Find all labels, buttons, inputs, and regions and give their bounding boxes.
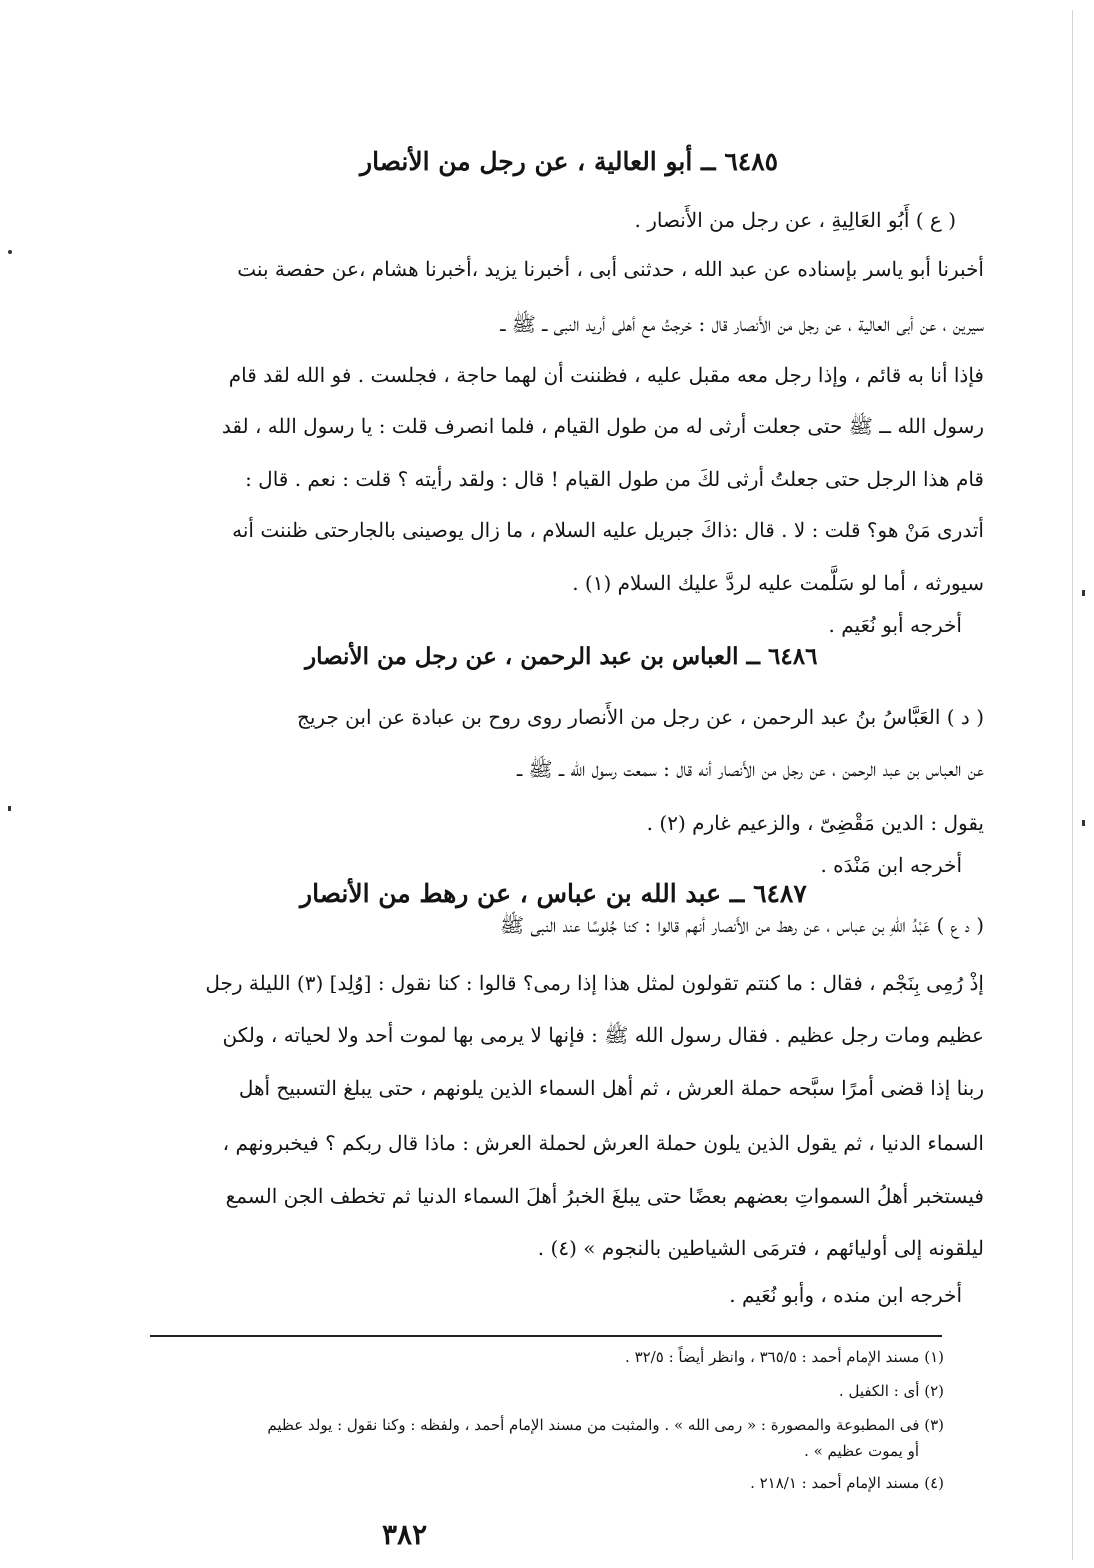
entry-6485-line: ( ع ) أَبُو العَالِيةِ ، عن رجل من الأَنصار . — [634, 208, 956, 232]
entry-6485-line: أخبرنا أبو ياسر بإسناده عن عبد الله ، حدثنى أبى ، أخبرنا يزيد ،أخبرنا هشام ،عن حفصة بنت — [237, 257, 984, 281]
entry-6485-citation: أخرجه أبو نُعَيم . — [828, 613, 962, 637]
entry-6487-line: ليلقونه إلى أوليائهم ، فترمَى الشياطين بالنجوم » (٤) . — [537, 1236, 984, 1260]
entry-6487-line: عظيم ومات رجل عظيم . فقال رسول الله ﷺ : فإنها لا يرمى بها لموت أحد ولا لحياته ، ولكن — [222, 1023, 984, 1047]
entry-6485-line: سيرين ، عن أبى العالية ، عن رجل من الأَنصار قال : خرجتُ مع أهلى أريد النبى ــ ﷺ ــ — [500, 312, 984, 336]
scan-speck — [8, 806, 11, 811]
entry-6485-line: أتدرى مَنْ هو؟ قلت : لا . قال :ذاكَ جبريل عليه السلام ، ما زال يوصينى بالجارحتى ظننت أنه — [232, 518, 984, 542]
entry-6486-line: ( د ) العَبَّاسُ بنُ عبد الرحمن ، عن رجل من الأَنصار روى روح بن عبادة عن ابن جريج — [296, 705, 984, 729]
footnote-3-continued: أو يموت عظيم » . — [804, 1442, 919, 1460]
entry-6485-line: سيورثه ، أما لو سَلَّمت عليه لردَّ عليك السلام (١) . — [572, 571, 984, 595]
footnote-1: (١) مسند الإمام أحمد : ٣٦٥/٥ ، وانظر أيضاً : ٣٢/٥ . — [625, 1348, 944, 1366]
entry-heading-6487: ٦٤٨٧ ــ عبد الله بن عباس ، عن رهط من الأنصار — [300, 879, 807, 908]
entry-6485-line: قام هذا الرجل حتى جعلتُ أرثى لكَ من طول القيام ! قال : ولقد رأيته ؟ قلت : نعم . قال : — [245, 467, 984, 491]
entry-heading-6486: ٦٤٨٦ ــ العباس بن عبد الرحمن ، عن رجل من الأنصار — [305, 643, 818, 670]
entry-6486-citation: أخرجه ابن مَنْدَه . — [820, 853, 962, 877]
footnote-3: (٣) فى المطبوعة والمصورة : « رمى الله » . والمثبت من مسند الإمام أحمد ، ولفظه : وكنا نقول : يولد عظيم — [267, 1416, 944, 1434]
entry-6486-line: عن العباس بن عبد الرحمن ، عن رجل من الأَنصار أنه قال : سمعت رسول الله ــ ﷺ ــ — [517, 757, 984, 781]
entry-6485-line: رسول الله ــ ﷺ حتى جعلت أرثى له من طول القيام ، فلما انصرف قلت : يا رسول الله ، لقد — [221, 414, 984, 438]
entry-6487-line: ربنا إذا قضى أمرًا سبَّحه حملة العرش ، ثم أهل السماء الذين يلونهم ، حتى يبلغ التسبيح أهل — [238, 1076, 984, 1100]
entry-heading-6485: ٦٤٨٥ ــ أبو العالية ، عن رجل من الأنصار — [360, 147, 779, 176]
entry-6487-line: فيستخبر أهلُ السمواتِ بعضهم بعضًا حتى يبلغَ الخبرُ أهلَ السماء الدنيا ثم تخطف الجن السمع — [225, 1184, 984, 1208]
scan-speck — [1082, 820, 1085, 826]
scan-speck — [1082, 590, 1085, 596]
scan-edge-line — [1072, 10, 1073, 1560]
entry-6487-line: إذْ رُمِى بِنَجْم ، فقال : ما كنتم تقولون لمثل هذا إذا رمى؟ قالوا : كنا نقول : [وُلِد] (٣) الليلة رجل — [205, 971, 984, 995]
entry-6487-line: ( د ع ) عَبْدُ اللهِ بن عباس ، عن رهط من الأَنصار أنهم قالوا : كنا جُلوسًا عند النبى ﷺ — [499, 913, 984, 937]
footnote-divider — [150, 1335, 942, 1337]
entry-6487-line: السماء الدنيا ، ثم يقول الذين يلون حملة العرش لحملة العرش : ماذا قال ربكم ؟ فيخبرونهم ، — [222, 1131, 984, 1155]
scan-speck — [8, 250, 12, 254]
footnote-4: (٤) مسند الإمام أحمد : ٢١٨/١ . — [750, 1474, 944, 1492]
entry-6486-line: يقول : الدين مَقْضِىّ ، والزعيم غارم (٢) . — [646, 811, 984, 835]
entry-6485-line: فإذا أنا به قائم ، وإذا رجل معه مقبل عليه ، فظننت أن لهما حاجة ، فجلست . فو الله لقد قام — [228, 363, 984, 387]
footnote-2: (٢) أى : الكفيل . — [838, 1382, 944, 1400]
page-number: ٣٨٢ — [382, 1518, 428, 1551]
entry-6487-citation: أخرجه ابن منده ، وأبو نُعَيم . — [729, 1283, 962, 1307]
